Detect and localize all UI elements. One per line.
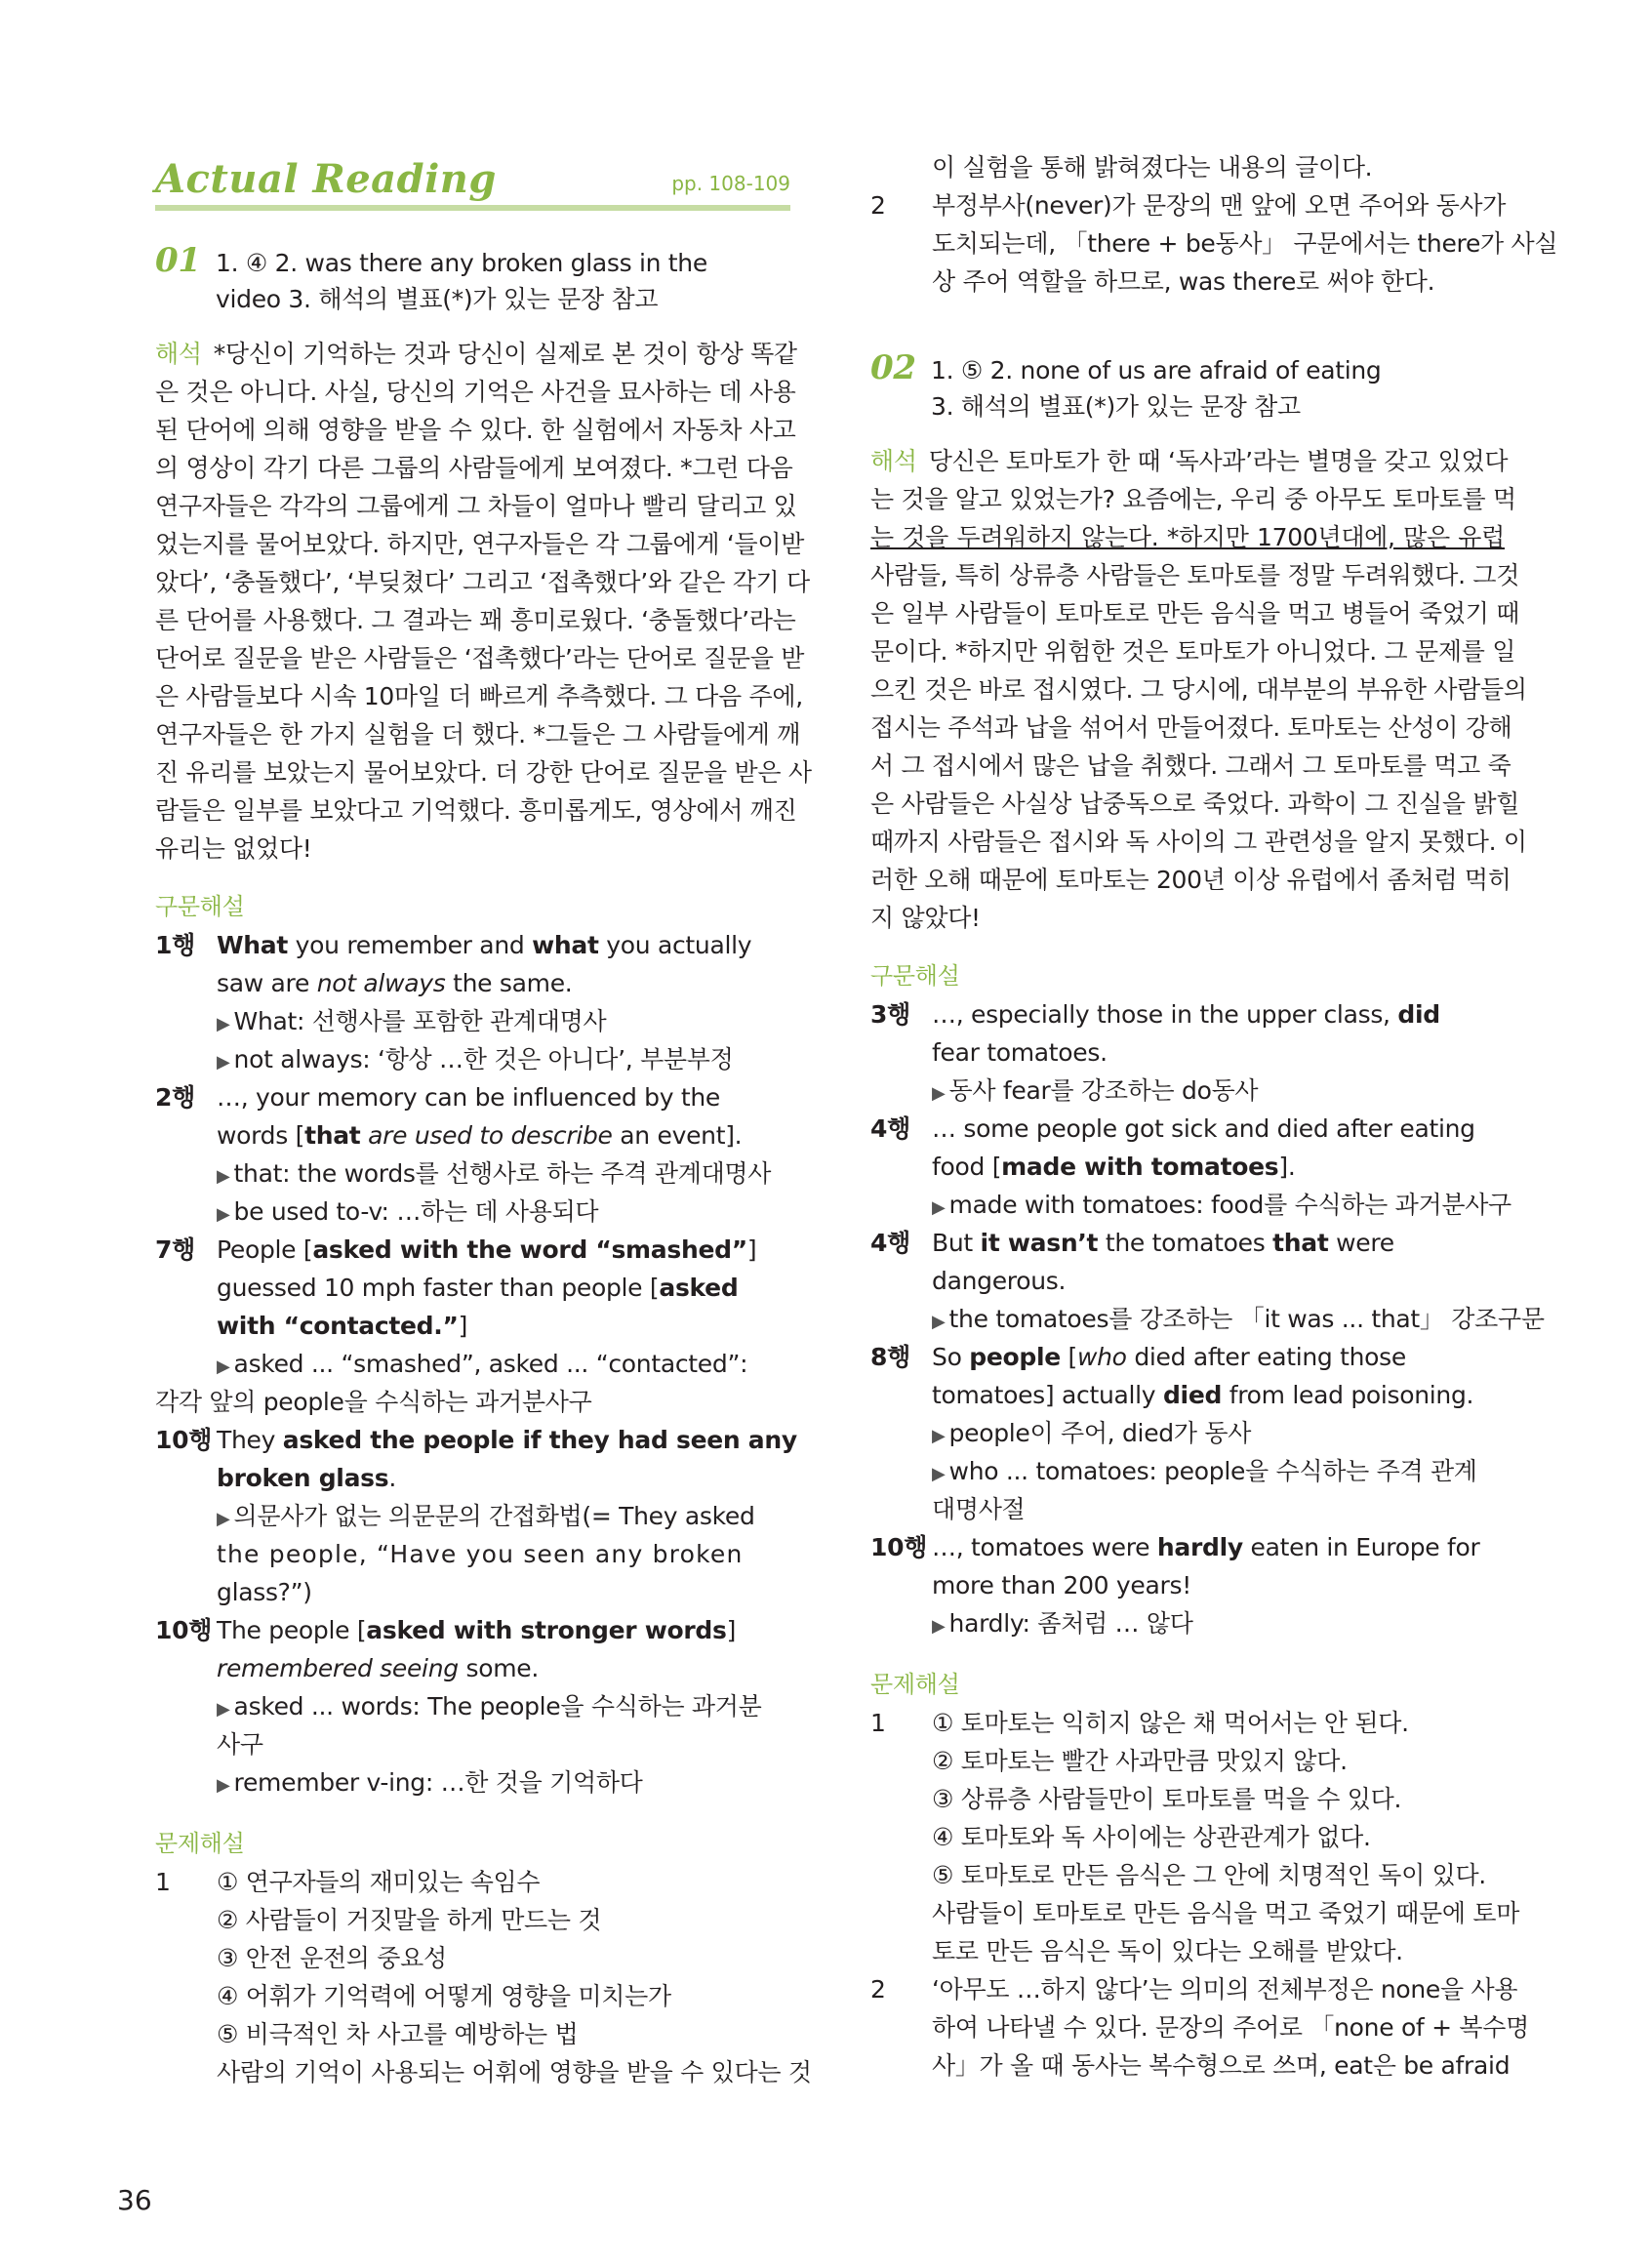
problem-line: ③ 안전 운전의 중요성	[217, 1944, 447, 1972]
q1-translation-line: 된 단어에 의해 영향을 받을 수 있다. 한 실험에서 자동차 사고	[155, 416, 796, 444]
line-ref: 8행	[870, 1343, 910, 1371]
syntax-text: eaten in Europe for	[1242, 1533, 1480, 1561]
syntax-text: it wasn’t	[980, 1229, 1099, 1257]
syntax-text: ]	[458, 1312, 468, 1340]
q1-translation-line: 른 단어를 사용했다. 그 결과는 꽤 흥미로웠다. ‘충돌했다’라는	[155, 606, 796, 634]
q2-syntax-label: 구문해설	[870, 962, 960, 990]
arrow-icon: ▶	[217, 1014, 230, 1034]
line-ref: 1행	[155, 931, 195, 959]
syntax-text: …, especially those in the upper class,	[932, 1000, 1398, 1029]
problem-line: 토로 만든 음식은 독이 있다는 오해를 받았다.	[932, 1937, 1403, 1965]
syntax-note: made with tomatoes: food를 수식하는 과거분사구	[948, 1191, 1511, 1219]
q1-answers	[155, 242, 790, 318]
problem-line: ① 연구자들의 재미있는 속임수	[217, 1868, 541, 1896]
syntax-note: not always: ‘항상 …한 것은 아니다’, 부분부정	[233, 1045, 734, 1073]
syntax-text: that	[1272, 1229, 1329, 1257]
arrow-icon: ▶	[932, 1616, 946, 1637]
syntax-entry	[870, 995, 1505, 1033]
page-number: 36	[117, 2184, 152, 2216]
syntax-text: ].	[1278, 1153, 1296, 1181]
syntax-note: glass?”)	[217, 1578, 312, 1606]
problem-number: 2	[870, 1975, 886, 2004]
problem-line: 사람들이 토마토로 만든 음식을 먹고 죽었기 때문에 토마	[932, 1899, 1520, 1927]
q2-translation-line: 은 사람들은 사실상 납중독으로 죽었다. 과학이 그 진실을 밝힐	[870, 789, 1520, 818]
q1-syntax	[155, 888, 797, 1801]
q1-translation-line: 의 영상이 각기 다른 그룹의 사람들에게 보여졌다. *그런 다음	[155, 454, 793, 482]
syntax-text: the tomatoes	[1098, 1229, 1273, 1257]
q1-answers-line2: video 3. 해석의 별표(*)가 있는 문장 참고	[216, 285, 659, 313]
q2-translation	[870, 442, 1527, 937]
q2-translation-line: 사람들, 특히 상류층 사람들은 토마토를 정말 두려워했다. 그것	[870, 561, 1520, 589]
problem-line: 이 실험을 통해 밝혀졌다는 내용의 글이다.	[932, 153, 1373, 182]
q1-translation-line: *당신이 기억하는 것과 당신이 실제로 본 것이 항상 똑같	[213, 340, 797, 368]
syntax-text: But	[932, 1229, 981, 1257]
problem-number: 1	[155, 1868, 171, 1896]
q2-translation-line: 으킨 것은 바로 접시였다. 그 당시에, 대부분의 부유한 사람들의	[870, 675, 1527, 704]
syntax-text: not always	[316, 969, 446, 997]
syntax-note: What: 선행사를 포함한 관계대명사	[233, 1007, 607, 1035]
q1-translation-line: 진 유리를 보았는지 물어보았다. 더 강한 단어로 질문을 받은 사	[155, 758, 812, 787]
syntax-text: ]	[726, 1616, 737, 1644]
syntax-text: asked with the word “smashed”	[312, 1235, 747, 1264]
syntax-text: what	[532, 931, 599, 959]
arrow-icon: ▶	[217, 1356, 230, 1377]
problem-line: ⑤ 토마토로 만든 음식은 그 안에 치명적인 독이 있다.	[932, 1861, 1486, 1889]
q2-problem-label: 문제해설	[870, 1671, 960, 1698]
q2-translation-line: 지 않았다!	[870, 904, 981, 932]
syntax-text: ]	[746, 1235, 757, 1264]
syntax-text: are used to describe	[368, 1121, 613, 1150]
syntax-text: did	[1397, 1000, 1440, 1029]
q2-problems	[870, 1666, 1529, 2085]
syntax-text: saw are	[217, 969, 317, 997]
q2-translation-line: 때까지 사람들은 접시와 독 사이의 그 관련성을 알지 못했다. 이	[870, 828, 1527, 856]
syntax-note: the tomatoes를 강조하는 「it was ... that」 강조구문	[948, 1305, 1545, 1333]
syntax-text: made with tomatoes	[1001, 1153, 1279, 1181]
q1-translation-line: 단어로 질문을 받은 사람들은 ‘접촉했다’라는 단어로 질문을 받	[155, 644, 805, 672]
syntax-note: asked ... words: The people을 수식하는 과거분	[233, 1692, 762, 1720]
problem-line: 사람의 기억이 사용되는 어휘에 영향을 받을 수 있다는 것	[217, 2058, 812, 2086]
problem-line: ② 사람들이 거짓말을 하게 만드는 것	[217, 1906, 602, 1934]
syntax-text: from lead poisoning.	[1222, 1381, 1474, 1409]
syntax-text: [	[1060, 1343, 1077, 1371]
syntax-text: hardly	[1156, 1533, 1243, 1561]
q2-translation-line: 는 것을 알고 있었는가? 요즘에는, 우리 중 아무도 토마토를 먹	[870, 485, 1516, 513]
syntax-text: tomatoes] actually	[932, 1381, 1163, 1409]
line-ref: 10행	[870, 1533, 928, 1561]
syntax-text	[360, 1121, 368, 1150]
line-ref: 7행	[155, 1235, 195, 1264]
syntax-note: 사구	[217, 1730, 263, 1759]
q1-translation-line: 었는지를 물어보았다. 하지만, 연구자들은 각 그룹에게 ‘들이받	[155, 530, 805, 558]
syntax-text: asked with stronger words	[366, 1616, 727, 1644]
syntax-note: hardly: 좀처럼 … 않다	[948, 1609, 1193, 1638]
syntax-note: 대명사절	[932, 1495, 1026, 1523]
q1-translation-line: 람들은 일부를 보았다고 기억했다. 흥미롭게도, 영상에서 깨진	[155, 796, 797, 825]
syntax-text: people	[969, 1343, 1061, 1371]
arrow-icon: ▶	[932, 1426, 946, 1446]
syntax-text: some.	[458, 1654, 539, 1682]
q1-translation-line: 연구자들은 각각의 그룹에게 그 차들이 얼마나 빨리 달리고 있	[155, 492, 797, 520]
syntax-text: died after eating those	[1126, 1343, 1406, 1371]
syntax-entry	[155, 1231, 790, 1269]
syntax-text: What	[217, 931, 288, 959]
problem-line: ② 토마토는 빨간 사과만큼 맛있지 않다.	[932, 1747, 1348, 1775]
syntax-text: food [	[932, 1153, 1002, 1181]
q1-translation-line: 연구자들은 한 가지 실험을 더 했다. *그들은 그 사람들에게 깨	[155, 720, 801, 749]
q2-translation-label: 해석	[870, 447, 917, 475]
line-ref: 10행	[155, 1616, 213, 1644]
q1-translation	[155, 335, 812, 868]
syntax-entry	[155, 1078, 790, 1116]
q1-syntax-label: 구문해설	[155, 893, 245, 920]
q1-translation-line: 유리는 없었다!	[155, 834, 312, 863]
q2-translation-line: 당신은 토마토가 한 때 ‘독사과’라는 별명을 갖고 있었다	[928, 447, 1509, 475]
syntax-note: 동사 fear를 강조하는 do동사	[948, 1076, 1259, 1105]
arrow-icon: ▶	[217, 1166, 230, 1187]
syntax-note: who ... tomatoes: people을 수식하는 주격 관계	[948, 1457, 1477, 1485]
arrow-icon: ▶	[217, 1509, 230, 1529]
syntax-note: be used to-v: …하는 데 사용되다	[233, 1197, 599, 1226]
syntax-note: the people, “Have you seen any broken	[217, 1540, 744, 1568]
arrow-icon: ▶	[217, 1052, 230, 1073]
problem-line: 도치되는데, 「there + be동사」 구문에서는 there가 사실	[932, 229, 1558, 258]
syntax-text: …, your memory can be influenced by the	[217, 1083, 720, 1112]
problem-line: ⑤ 비극적인 차 사고를 예방하는 법	[217, 2020, 579, 2048]
syntax-text: …, tomatoes were	[932, 1533, 1157, 1561]
syntax-text: you actually	[598, 931, 752, 959]
syntax-text: that	[304, 1121, 361, 1150]
line-ref: 10행	[155, 1426, 213, 1454]
syntax-entry	[155, 1611, 790, 1649]
arrow-icon: ▶	[932, 1083, 946, 1104]
q1-problems-continued	[870, 148, 1558, 301]
q1-number: 01	[155, 241, 201, 280]
q2-answers-line2: 3. 해석의 별표(*)가 있는 문장 참고	[931, 392, 1301, 421]
syntax-text: the same.	[445, 969, 573, 997]
q2-translation-line: 러한 오해 때문에 토마토는 200년 이상 유럽에서 좀처럼 먹히	[870, 866, 1511, 894]
syntax-entry	[870, 1110, 1505, 1148]
syntax-note: that: the words를 선행사로 하는 주격 관계대명사	[233, 1159, 772, 1188]
arrow-icon: ▶	[932, 1312, 946, 1332]
q2-number: 02	[870, 348, 916, 387]
q1-answers-line1: 1. ④ 2. was there any broken glass in the	[216, 249, 707, 277]
syntax-text: dangerous.	[932, 1267, 1067, 1295]
q1-translation-line: 은 사람들보다 시속 10마일 더 빠르게 추측했다. 그 다음 주에,	[155, 682, 803, 710]
problem-line: ④ 어휘가 기억력에 어떻게 영향을 미치는가	[217, 1982, 671, 2010]
syntax-text: broken glass	[217, 1464, 389, 1492]
q2-translation-line: 접시는 주석과 납을 섞어서 만들어졌다. 토마토는 산성이 강해	[870, 713, 1512, 742]
syntax-note: 의문사가 없는 의문문의 간접화법(= They asked	[233, 1502, 755, 1530]
syntax-text: guessed 10 mph faster than people [	[217, 1274, 660, 1302]
syntax-text: an event].	[612, 1121, 743, 1150]
problem-line: ③ 상류층 사람들만이 토마토를 먹을 수 있다.	[932, 1785, 1402, 1813]
problem-line: ① 토마토는 익히지 않은 채 먹어서는 안 된다.	[932, 1709, 1409, 1737]
q2-translation-line: 은 일부 사람들이 토마토로 만든 음식을 먹고 병들어 죽었기 때	[870, 599, 1520, 627]
q2-syntax	[870, 957, 1545, 1642]
syntax-text: fear tomatoes.	[932, 1038, 1108, 1067]
problem-line: 부정부사(never)가 문장의 맨 앞에 오면 주어와 동사가	[932, 191, 1507, 220]
syntax-text: So	[932, 1343, 970, 1371]
syntax-text: asked	[659, 1274, 739, 1302]
problem-line: ④ 토마토와 독 사이에는 상관관계가 없다.	[932, 1823, 1371, 1851]
syntax-note: 각각 앞의 people을 수식하는 과거분사구	[155, 1388, 592, 1416]
arrow-icon: ▶	[932, 1197, 946, 1218]
syntax-entry	[870, 1528, 1505, 1566]
syntax-text: … some people got sick and died after eating	[932, 1114, 1475, 1143]
syntax-text: died	[1162, 1381, 1223, 1409]
syntax-text: more than 200 years!	[932, 1571, 1191, 1599]
syntax-note: asked ... “smashed”, asked ... “contacted”:	[233, 1350, 748, 1378]
q1-translation-line: 은 것은 아니다. 사실, 당신의 기억은 사건을 묘사하는 데 사용	[155, 378, 796, 406]
page-range: pp. 108-109	[671, 172, 790, 195]
syntax-text: with “contacted.”	[217, 1312, 459, 1340]
problem-line: 사」가 올 때 동사는 복수형으로 쓰며, eat은 be afraid	[932, 2051, 1511, 2080]
problem-number: 2	[870, 191, 886, 220]
syntax-text: words [	[217, 1121, 305, 1150]
q2-translation-line: 문이다. *하지만 위험한 것은 토마토가 아니었다. 그 문제를 일	[870, 637, 1516, 666]
arrow-icon: ▶	[217, 1204, 230, 1225]
arrow-icon: ▶	[217, 1775, 230, 1796]
syntax-text: remembered seeing	[217, 1654, 459, 1682]
syntax-note: people이 주어, died가 동사	[948, 1419, 1252, 1447]
q1-problem-label: 문제해설	[155, 1830, 245, 1857]
syntax-entry	[870, 1338, 1505, 1376]
q1-translation-label: 해석	[155, 340, 202, 368]
syntax-note: remember v-ing: …한 것을 기억하다	[233, 1768, 643, 1797]
section-title: Actual Reading	[155, 156, 497, 202]
line-ref: 4행	[870, 1229, 910, 1257]
section-header	[155, 144, 790, 215]
syntax-entry	[155, 1421, 797, 1459]
q2-answers	[870, 349, 1505, 425]
syntax-text: People [	[217, 1235, 313, 1264]
syntax-text: were	[1328, 1229, 1394, 1257]
syntax-text: They	[217, 1426, 283, 1454]
syntax-text: who	[1076, 1343, 1127, 1371]
problem-line: 하여 나타낼 수 있다. 문장의 주어로 「none of + 복수명	[932, 2013, 1529, 2042]
line-ref: 2행	[155, 1083, 195, 1112]
syntax-entry	[870, 1224, 1505, 1262]
q1-translation-line: 았다’, ‘충돌했다’, ‘부딪쳤다’ 그리고 ‘접촉했다’와 같은 각기 다	[155, 568, 810, 596]
line-ref: 4행	[870, 1114, 910, 1143]
problem-line: ‘아무도 …하지 않다’는 의미의 전체부정은 none을 사용	[932, 1975, 1518, 2004]
q2-answers-line1: 1. ⑤ 2. none of us are afraid of eating	[931, 356, 1382, 385]
syntax-text: you remember and	[288, 931, 533, 959]
syntax-text: The people [	[217, 1616, 367, 1644]
problem-number: 1	[870, 1709, 886, 1737]
line-ref: 3행	[870, 1000, 910, 1029]
q1-problems	[155, 1825, 812, 2091]
arrow-icon: ▶	[217, 1699, 230, 1720]
syntax-text: .	[388, 1464, 396, 1492]
syntax-entry	[155, 926, 790, 964]
problem-line: 상 주어 역할을 하므로, was there로 써야 한다.	[932, 267, 1435, 296]
header-rule	[155, 205, 790, 211]
syntax-text: asked the people if they had seen any	[282, 1426, 797, 1454]
arrow-icon: ▶	[932, 1464, 946, 1484]
q2-translation-line: 서 그 접시에서 많은 납을 취했다. 그래서 그 토마토를 먹고 죽	[870, 751, 1511, 780]
q2-translation-line: 는 것을 두려워하지 않는다. *하지만 1700년대에, 많은 유럽	[870, 523, 1505, 551]
